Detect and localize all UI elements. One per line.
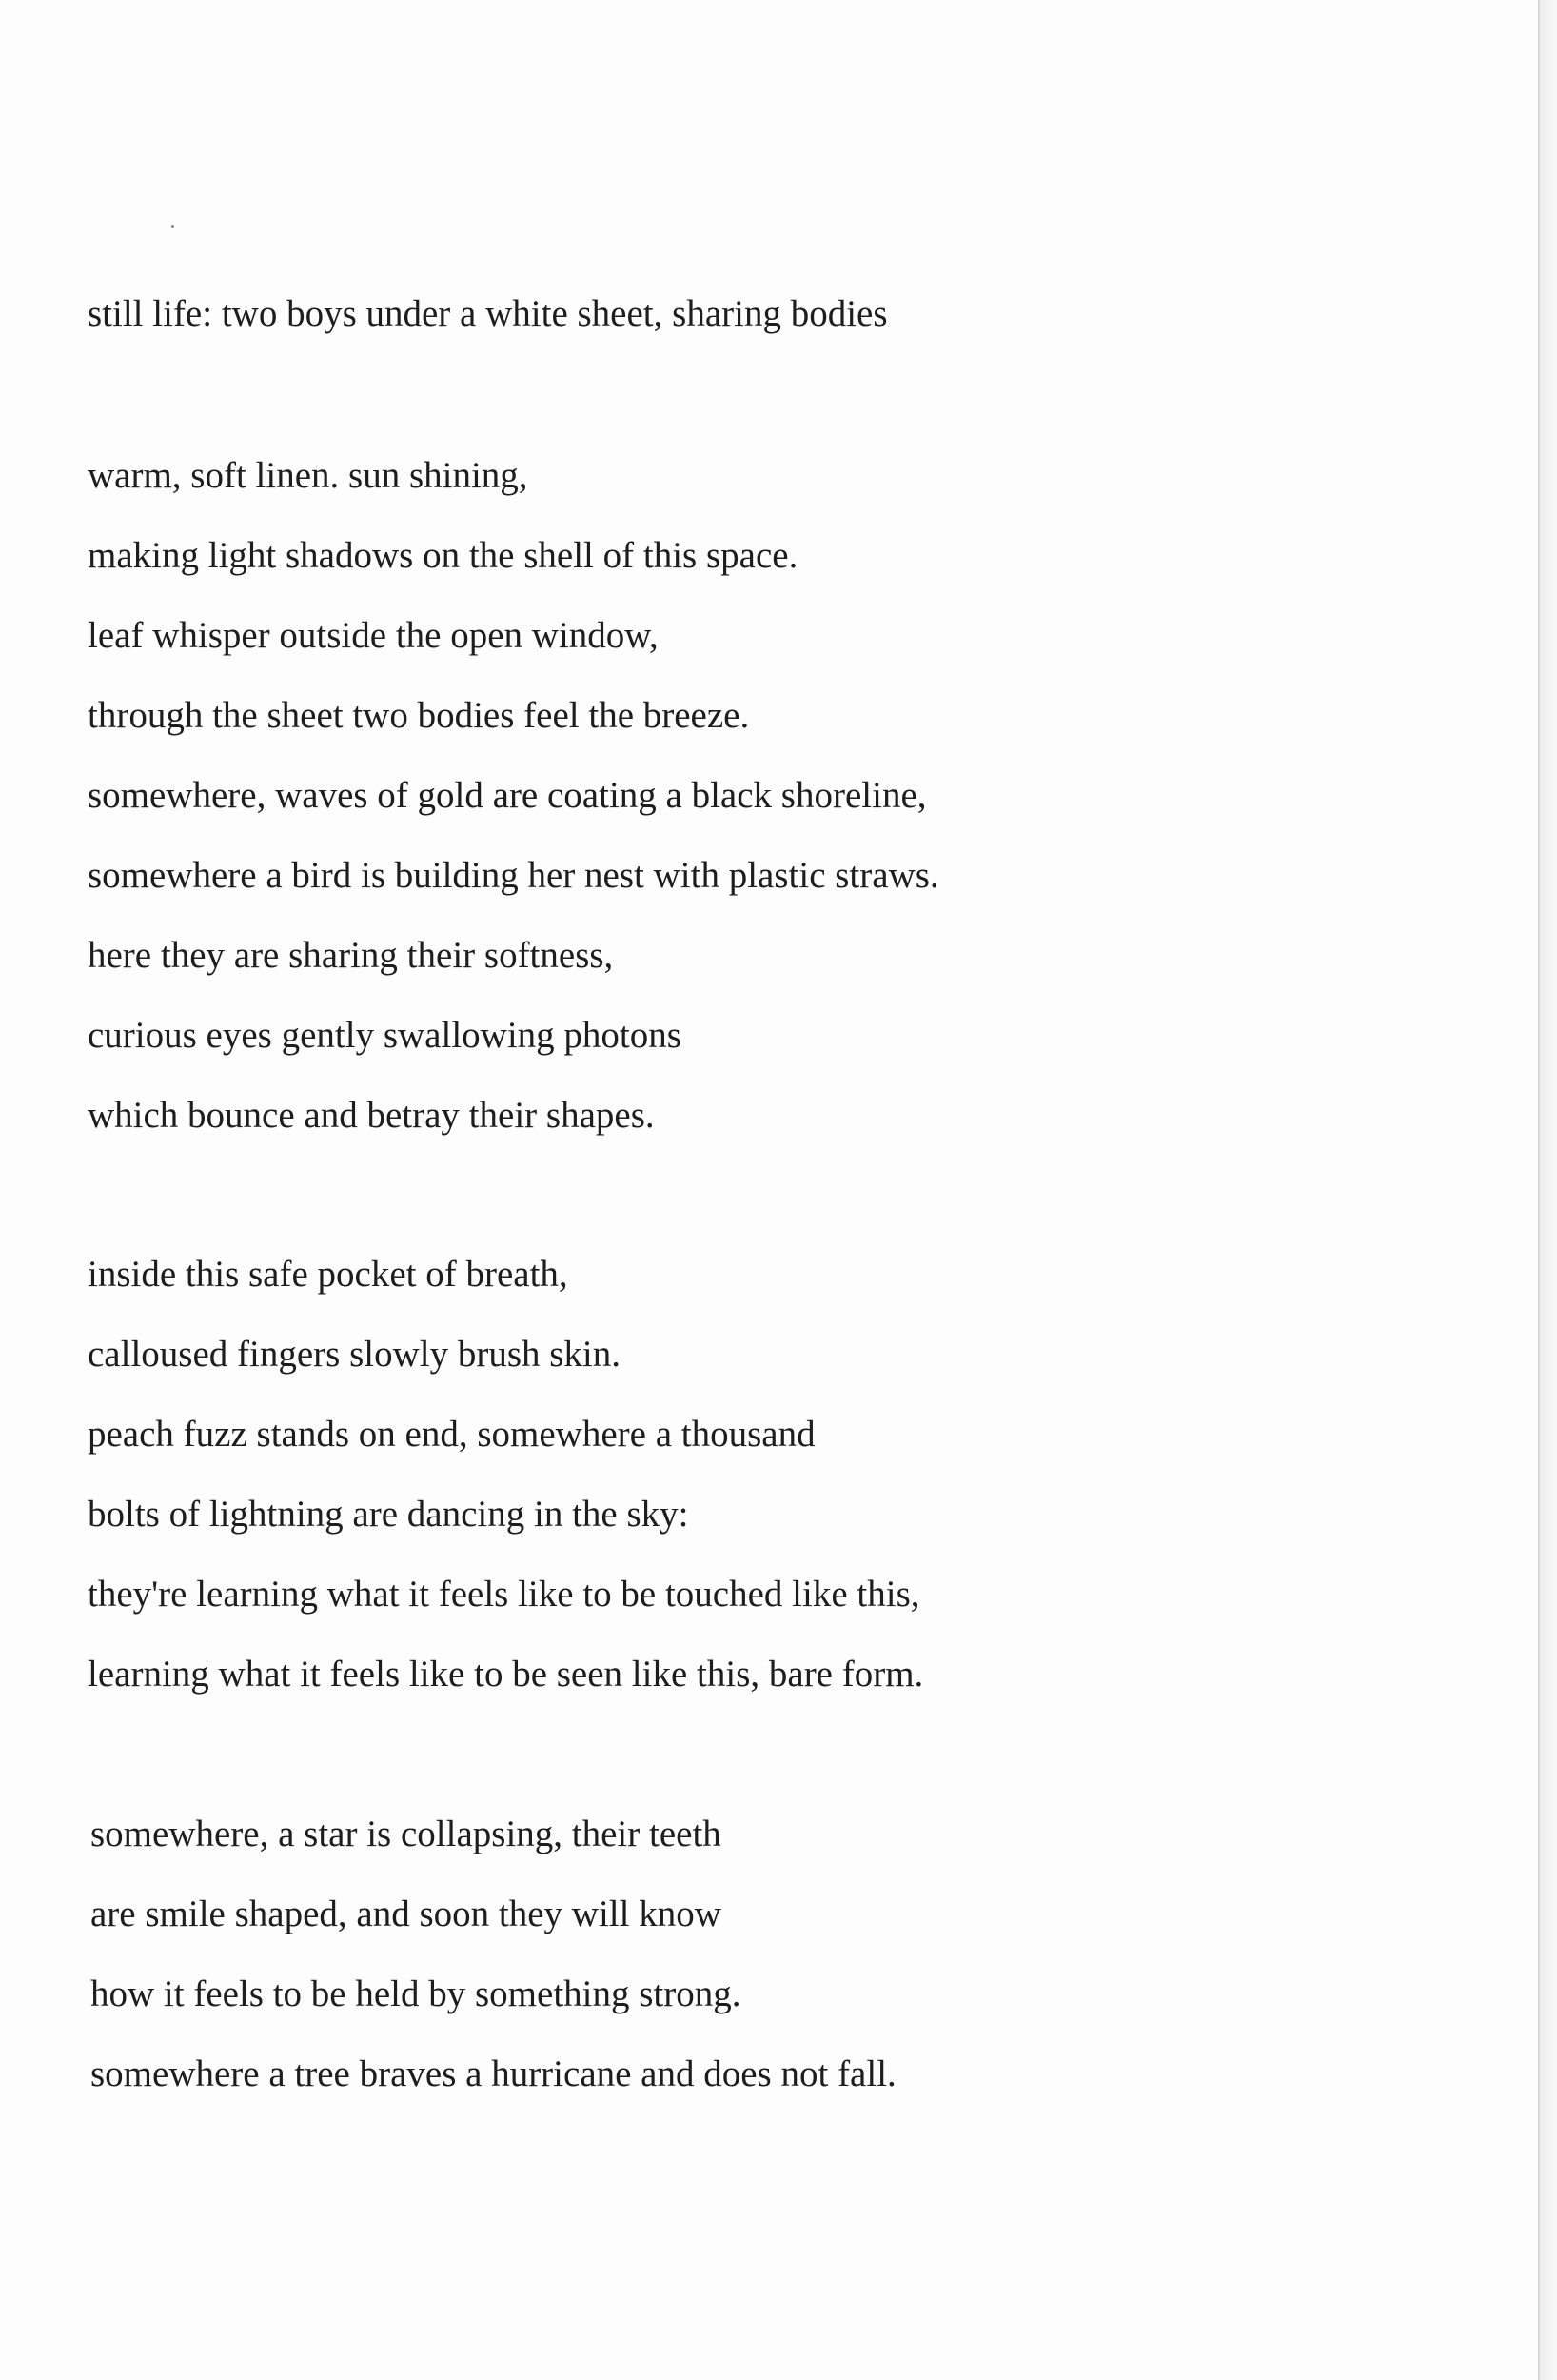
poem-line: learning what it feels like to be seen like this, bare form. (88, 1654, 924, 1695)
poem-line: which bounce and betray their shapes. (88, 1095, 655, 1136)
poem-line: bolts of lightning are dancing in the sky: (88, 1494, 689, 1535)
poem-line: are smile shaped, and soon they will know (90, 1894, 721, 1934)
poem-line: somewhere, waves of gold are coating a black shoreline, (88, 775, 927, 816)
paper-speck (171, 225, 174, 228)
poem-title: still life: two boys under a white sheet, sharing bodies (88, 293, 888, 334)
poem-line: they're learning what it feels like to be touched like this, (88, 1574, 920, 1615)
poem-line: somewhere, a star is collapsing, their teeth (90, 1814, 721, 1854)
poem-line: curious eyes gently swallowing photons (88, 1015, 681, 1056)
poem-line: somewhere a tree braves a hurricane and does not fall. (90, 2053, 897, 2094)
poem-line: making light shadows on the shell of this space. (88, 535, 798, 576)
poem-line: through the sheet two bodies feel the breeze. (88, 695, 750, 736)
poem-line: peach fuzz stands on end, somewhere a thousand (88, 1414, 816, 1455)
poem-line: somewhere a bird is building her nest with plastic straws. (88, 855, 939, 896)
poem-line: leaf whisper outside the open window, (88, 615, 659, 656)
stanza-2 (88, 1235, 923, 1715)
poem-line: calloused fingers slowly brush skin. (88, 1334, 621, 1375)
page-edge-shadow (1540, 0, 1557, 2380)
stanza-3 (90, 1795, 897, 2114)
poem-line: here they are sharing their softness, (88, 935, 614, 976)
poem-line: inside this safe pocket of breath, (88, 1254, 568, 1295)
poem-line: warm, soft linen. sun shining, (88, 455, 528, 496)
stanza-1 (88, 436, 939, 1156)
poem-line: how it feels to be held by something strong. (90, 1973, 741, 2014)
page-edge (1538, 0, 1540, 2380)
